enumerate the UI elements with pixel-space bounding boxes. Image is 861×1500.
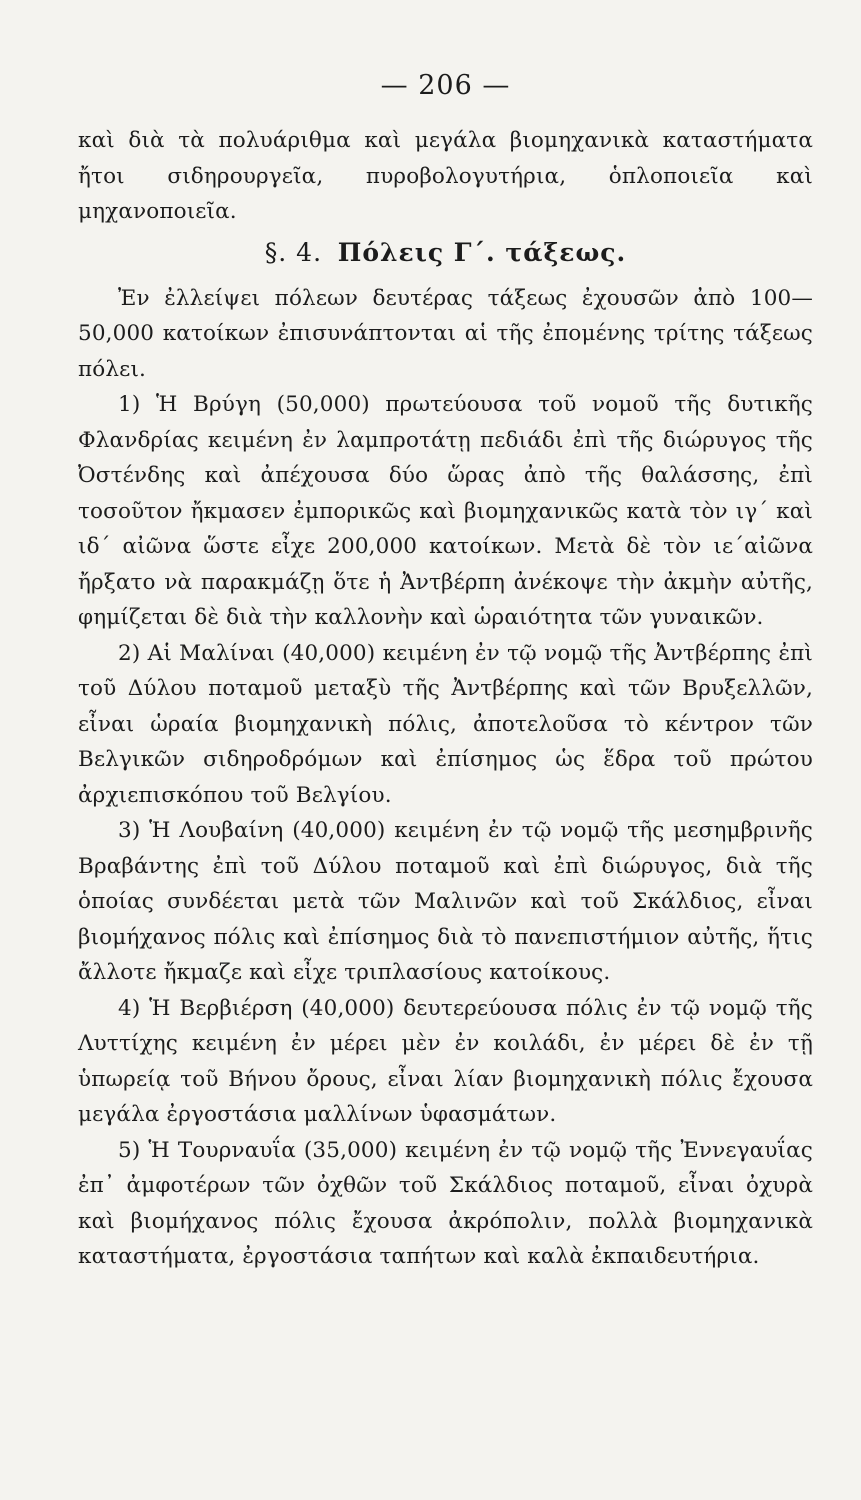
paragraph-malines: 2) Αἱ Μαλίναι (40,000) κειμένη ἐν τῷ νομῷ τῆς Ἀντβέρπης ἐπὶ τοῦ Δύλου ποταμοῦ μεταξὺ τῆς Ἀντβέρπης καὶ τῶν Βρυξελλῶν, εἶναι ὡραία βιομηχανικὴ πόλις, ἀποτελοῦσα τὸ κέντρον τῶν Βελγικῶν σιδηροδρόμων καὶ ἐπίσημος ὡς ἕδρα τοῦ πρώτου ἀρχιεπισκόπου τοῦ Βελγίου. — [78, 640, 813, 808]
paragraph-intro-cities: Ἐν ἐλλείψει πόλεων δευτέρας τάξεως ἐχουσῶν ἀπὸ 100—50,000 κατοίκων ἐπισυνάπτονται αἱ τῆς ἐπομένης τρίτης τάξεως πόλει. — [78, 285, 813, 382]
page-number: — 206 — — [380, 70, 511, 101]
section-heading — [78, 238, 813, 267]
text-body — [78, 123, 813, 1275]
section-title: Πόλεις Γ΄. τάξεως. — [337, 237, 627, 267]
section-symbol: §. 4. — [264, 237, 323, 267]
intro-paragraph: καὶ διὰ τὰ πολυάριθμα καὶ μεγάλα βιομηχανικὰ καταστήματα ἤτοι σιδηρουργεῖα, πυροβολογυτήρια, ὁπλοποιεῖα καὶ μηχανοποιεῖα. — [78, 128, 813, 224]
paragraph-louvain: 3) Ἡ Λουβαίνη (40,000) κειμένη ἐν τῷ νομῷ τῆς μεσημβρινῆς Βραβάντης ἐπὶ τοῦ Δύλου ποταμοῦ καὶ ἐπὶ διώρυγος, διὰ τῆς ὁποίας συνδέεται μετὰ τῶν Μαλινῶν καὶ τοῦ Σκάλδιος, εἶναι βιομήχανος πόλις καὶ ἐπίσημος διὰ τὸ πανεπιστήμιον αὐτῆς, ἥτις ἄλλοτε ἤκμαζε καὶ εἶχε τριπλασίους κατοίκους. — [78, 818, 813, 985]
paragraph-bruges: 1) Ἡ Βρύγη (50,000) πρωτεύουσα τοῦ νομοῦ τῆς δυτικῆς Φλανδρίας κειμένη ἐν λαμπροτάτῃ πεδιάδι ἐπὶ τῆς διώρυγος τῆς Ὀστένδης καὶ ἀπέχουσα δύο ὥρας ἀπὸ τῆς θαλάσσης, ἐπὶ τοσοῦτον ἤκμασεν ἐμπορικῶς καὶ βιομηχανικῶς κατὰ τὸν ιγ΄ καὶ ιδ΄ αἰῶνα ὥστε εἶχε 200,000 κατοίκων. Μετὰ δὲ τὸν ιε΄αἰῶνα ἤρξατο νὰ παρακμάζῃ ὅτε ἡ Ἀντβέρπη ἀνέκοψε τὴν ἀκμὴν αὐτῆς, φημίζεται δὲ διὰ τὴν καλλονὴν καὶ ὡραιότητα τῶν γυναικῶν. — [78, 392, 813, 630]
paragraph-verviers: 4) Ἡ Βερβιέρση (40,000) δευτερεύουσα πόλις ἐν τῷ νομῷ τῆς Λυττίχης κειμένη ἐν μέρει μὲν ἐν κοιλάδι, ἐν μέρει δὲ ἐν τῇ ὑπωρείᾳ τοῦ Βήνου ὄρους, εἶναι λίαν βιομηχανικὴ πόλις ἔχουσα μεγάλα ἐργοστάσια μαλλίνων ὑφασμάτων. — [78, 995, 813, 1127]
paragraph-tournai: 5) Ἡ Τουρναυΐα (35,000) κειμένη ἐν τῷ νομῷ τῆς Ἐννεγαυΐας ἐπ᾽ ἀμφοτέρων τῶν ὀχθῶν τοῦ Σκάλδιος ποταμοῦ, εἶναι ὀχυρὰ καὶ βιομήχανος πόλις ἔχουσα ἀκρόπολιν, πολλὰ βιομηχανικὰ καταστήματα, ἐργοστάσια ταπήτων καὶ καλὰ ἐκπαιδευτήρια. — [78, 1137, 813, 1269]
